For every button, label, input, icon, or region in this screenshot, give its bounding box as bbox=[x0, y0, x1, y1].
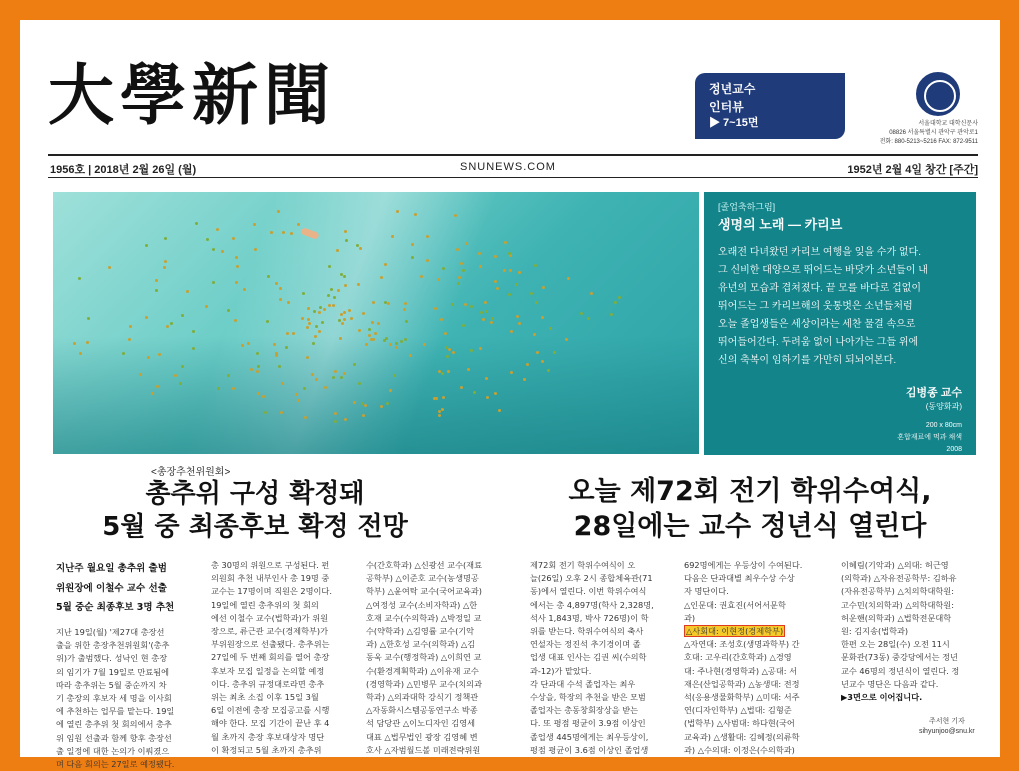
text-line: (의학과) △자유전공학부: 김하유 bbox=[841, 573, 957, 584]
site-link[interactable]: SNUNEWS.COM bbox=[460, 161, 556, 173]
fish-dot bbox=[470, 349, 473, 352]
fish-dot bbox=[423, 343, 426, 346]
feature-tag: [졸업축하그림] bbox=[718, 202, 776, 212]
text-line: 이 확정되고 5월 초까지 총추위 bbox=[211, 744, 322, 755]
fish-dot bbox=[460, 386, 463, 389]
fish-dot bbox=[426, 235, 429, 238]
text-line: 해야 한다. 모집 기간이 끝난 후 4 bbox=[211, 718, 330, 729]
fish-dot bbox=[580, 312, 583, 315]
fish-dot bbox=[374, 332, 377, 335]
fish-dot bbox=[139, 373, 142, 376]
fish-dot bbox=[503, 269, 506, 272]
fish-dot bbox=[460, 262, 463, 265]
text-line: 호재 교수(수의학과) △박정일 교 bbox=[366, 612, 482, 623]
text-line: 각 단과대 수석 졸업자는 최우 bbox=[530, 678, 636, 689]
text-line: 석(응용생물화학부) △미대: 서주 bbox=[684, 692, 800, 703]
byline: 주서현 기자 bbox=[929, 718, 965, 725]
fish-dot bbox=[409, 354, 412, 357]
fish-dot bbox=[479, 265, 482, 268]
feature-line: 뛰어들어간다. 두려움 없이 나아가는 그들 위에 bbox=[718, 337, 919, 348]
text-line: 문화관(73동) 중강당에서는 정년 bbox=[841, 652, 958, 663]
text-line: 부위원장으로 선출됐다. 총추위는 bbox=[211, 639, 330, 650]
text-line: 교육과) △생활대: 김혜정(의류학 bbox=[684, 731, 800, 742]
fish-dot bbox=[332, 376, 335, 379]
highlight-mark[interactable]: △사회대: 이현정(경제학부) bbox=[686, 626, 784, 637]
text-line: 허운핸(의학과) △법학전문대학 bbox=[841, 612, 952, 623]
text-line: 졸업자는 총동창회장상을 받는 bbox=[530, 705, 639, 716]
fish-dot bbox=[292, 332, 295, 335]
newspaper-logo[interactable]: 大學新聞 bbox=[48, 56, 336, 134]
text-line: 자 명단이다. bbox=[684, 586, 729, 597]
fish-dot bbox=[221, 250, 224, 253]
fish-dot bbox=[330, 288, 333, 291]
fish-dot bbox=[254, 248, 257, 251]
fish-dot bbox=[533, 333, 536, 336]
text-line: 졸업생 445명에게는 최우등상이, bbox=[530, 731, 649, 742]
summary-line: 5월 중순 최종후보 3명 추천 bbox=[56, 602, 175, 614]
fish-dot bbox=[467, 368, 470, 371]
fish-dot bbox=[353, 401, 356, 404]
fish-dot bbox=[441, 372, 444, 375]
feature-line: 오래전 다녀왔던 카리브 여행을 잊을 수가 없다. bbox=[718, 247, 921, 258]
right-headline-1[interactable]: 오늘 제72회 전기 학위수여식, bbox=[568, 476, 932, 507]
fish-dot bbox=[339, 337, 342, 340]
address-line: 서울대학교 대학신문사 bbox=[918, 121, 978, 127]
fish-dot bbox=[297, 223, 300, 226]
fish-dot bbox=[334, 420, 337, 423]
fish-dot bbox=[452, 351, 455, 354]
fish-dot bbox=[334, 412, 337, 415]
fish-dot bbox=[332, 304, 335, 307]
fish-dot bbox=[380, 405, 383, 408]
text-line: 재은(산업공학과) △농생대: 전정 bbox=[684, 678, 800, 689]
feature-line: 그 신비한 대양으로 뛰어드는 바닷가 소년들이 내 bbox=[718, 265, 928, 276]
fish-dot bbox=[295, 393, 298, 396]
fish-dot bbox=[192, 347, 195, 350]
text-line: 동)에서 열린다. 이번 학위수여식 bbox=[530, 586, 647, 597]
text-line: 수(약학과) △김영률 교수(기악 bbox=[366, 626, 475, 637]
water-shade bbox=[53, 336, 699, 454]
fish-dot bbox=[323, 308, 326, 311]
fish-dot bbox=[235, 281, 238, 284]
text-line: 제72회 전기 학위수여식이 오 bbox=[530, 560, 636, 570]
fish-dot bbox=[491, 317, 494, 320]
fish-dot bbox=[256, 370, 259, 373]
text-line: 692명에게는 우등상이 수여된다. bbox=[684, 560, 803, 570]
left-summary bbox=[56, 559, 206, 618]
right-col3 bbox=[841, 559, 995, 719]
text-line: 평점 평균이 3.6점 이상인 졸업생 bbox=[530, 744, 649, 755]
fish-dot bbox=[350, 317, 353, 320]
fish-dot bbox=[377, 322, 380, 325]
text-line: 수(환경계획학과) △이유재 교수 bbox=[366, 665, 479, 676]
promo-line1: 정년교수 bbox=[709, 82, 756, 96]
fish-dot bbox=[365, 343, 368, 346]
text-line: 호대: 고우리(간호학과) △경영 bbox=[684, 652, 792, 663]
fish-dot bbox=[308, 322, 311, 325]
fish-dot bbox=[253, 223, 256, 226]
text-line: 에선 이철수 교수(법학과)가 위원 bbox=[211, 612, 329, 623]
fish-dot bbox=[530, 292, 533, 295]
fish-dot bbox=[270, 231, 273, 234]
fish-dot bbox=[79, 352, 82, 355]
fish-dot bbox=[405, 320, 408, 323]
fish-dot bbox=[324, 386, 327, 389]
text-line: 늘(26일) 오후 2시 종합체육관(71 bbox=[530, 573, 653, 584]
text-line: 과-12)가 맡았다. bbox=[530, 665, 592, 676]
dateline-rule bbox=[48, 177, 978, 178]
fish-dot bbox=[262, 395, 265, 398]
fish-dot bbox=[277, 210, 280, 213]
text-line: (법학부) △사범대: 하다현(국어 bbox=[684, 718, 795, 729]
fish-dot bbox=[344, 418, 347, 421]
fish-dot bbox=[590, 292, 593, 295]
fish-dot bbox=[279, 287, 282, 290]
fish-dot bbox=[147, 356, 150, 359]
text-line: 장으로, 류근관 교수(경제학부)가 bbox=[211, 626, 329, 637]
fish-dot bbox=[420, 275, 423, 278]
fish-dot bbox=[358, 382, 361, 385]
fish-dot bbox=[465, 242, 468, 245]
feature-dept: (동양화과) bbox=[925, 402, 962, 411]
fish-dot bbox=[286, 332, 289, 335]
fish-dot bbox=[440, 318, 443, 321]
text-line: 업생 대표 인사는 김권 씨(수의학 bbox=[530, 652, 647, 663]
fish-dot bbox=[456, 248, 459, 251]
text-line: 년교수 명단은 다음과 같다. bbox=[841, 678, 939, 689]
fish-dot bbox=[344, 230, 347, 233]
text-line: 수(간호학과) △신광선 교수(재료 bbox=[366, 560, 482, 570]
masthead-rule bbox=[48, 154, 978, 156]
fish-dot bbox=[547, 369, 550, 372]
text-line: 월 초까지 총장 후보대상자 명단 bbox=[211, 731, 325, 742]
fish-dot bbox=[446, 355, 449, 358]
text-line: 따라 총추위는 5월 중순까지 차 bbox=[56, 679, 167, 690]
text-line: 며 다음 회의는 27일로 예정됐다. bbox=[56, 759, 175, 770]
address-line: 전화: 880-5213~5216 FAX: 872-9511 bbox=[879, 139, 978, 145]
text-line: 동욱 교수(행정학과) △이희연 교 bbox=[366, 652, 482, 663]
text-line: 대표 △법무법인 광장 김영혜 변 bbox=[366, 731, 478, 742]
fish-dot bbox=[508, 293, 511, 296]
text-line: 6일 이전에 총장 모집공고를 시행 bbox=[211, 705, 330, 716]
fish-dot bbox=[362, 414, 365, 417]
fish-dot bbox=[411, 256, 414, 259]
text-line: 후보자 모집 일정을 논의할 예정 bbox=[211, 665, 325, 676]
fish-dot bbox=[273, 343, 276, 346]
fish-dot bbox=[387, 302, 390, 305]
fish-dot bbox=[303, 387, 306, 390]
fish-dot bbox=[364, 404, 367, 407]
cover-artwork-image[interactable] bbox=[53, 192, 699, 454]
fish-dot bbox=[414, 213, 417, 216]
fish-dot bbox=[553, 351, 556, 354]
fish-dot bbox=[313, 310, 316, 313]
text-line: 이다. 총추위 규정대로라면 총추 bbox=[211, 678, 325, 689]
fish-dot bbox=[536, 351, 539, 354]
text-line: 과) bbox=[684, 612, 696, 623]
left-col2 bbox=[211, 559, 363, 755]
text-line: 학과) △의과대학 강식기 정책관 bbox=[366, 692, 479, 703]
fish-dot bbox=[287, 301, 290, 304]
text-line: 호사 △자범월드볼 미래전략위원 bbox=[366, 744, 481, 755]
fish-dot bbox=[315, 325, 318, 328]
fish-dot bbox=[306, 326, 309, 329]
right-col2 bbox=[684, 559, 838, 755]
fish-dot bbox=[333, 296, 336, 299]
text-line: △인문대: 권효진(서어서문학 bbox=[684, 599, 786, 610]
byline-email[interactable]: sihyunjoo@snu.kr bbox=[919, 728, 975, 735]
fish-dot bbox=[212, 248, 215, 251]
text-line: 에서는 총 4,897명(학사 2,328명, bbox=[530, 599, 654, 610]
promo-line2: 인터뷰 bbox=[709, 100, 744, 114]
fish-dot bbox=[241, 344, 244, 347]
text-line: 위 임원 선출과 함께 향후 총장선 bbox=[56, 732, 172, 743]
text-line: 교수 46명의 정년식이 열린다. 정 bbox=[841, 665, 960, 676]
interview-promo-box[interactable] bbox=[695, 73, 845, 139]
feature-line: 유년의 모습과 겹쳐졌다. 끝 모를 바다로 겁없이 bbox=[718, 283, 921, 294]
fish-dot bbox=[490, 321, 493, 324]
text-line: (경영학과) △민병무 교수(치의과 bbox=[366, 678, 482, 689]
fish-dot bbox=[129, 325, 132, 328]
text-line: 학부) △윤여탁 교수(국어교육과) bbox=[366, 586, 482, 597]
text-line: 총 30명의 위원으로 구성된다. 펀 bbox=[211, 560, 330, 570]
text-line: 다음은 단과대별 최우수상 수상 bbox=[684, 573, 795, 584]
fish-dot bbox=[343, 372, 346, 375]
feature-meta-line: 200 x 80cm bbox=[925, 422, 962, 429]
text-line: 출을 위한 총장추천위원회'(총추 bbox=[56, 640, 170, 651]
fish-dot bbox=[179, 382, 182, 385]
fish-dot bbox=[257, 365, 260, 368]
fish-dot bbox=[372, 301, 375, 304]
text-line: 원: 김지송(법학과) bbox=[841, 626, 909, 637]
fish-dot bbox=[535, 301, 538, 304]
promo-line3: ▶ 7~15면 bbox=[709, 117, 759, 129]
fish-dot bbox=[504, 241, 507, 244]
founded-date: 1952년 2월 4일 창간 [주간] bbox=[847, 164, 978, 176]
address-block bbox=[850, 120, 978, 147]
feature-body bbox=[718, 244, 962, 370]
left-col1 bbox=[56, 626, 208, 770]
text-line: 연설자는 정진석 추기경이며 졸 bbox=[530, 639, 641, 650]
text-line: 에 열린 총추위 첫 회의에서 총추 bbox=[56, 719, 172, 730]
text-line: 이혜림(기악과) △의대: 허근영 bbox=[841, 560, 949, 570]
fish-dot bbox=[340, 313, 343, 316]
text-line: 다. 또 평점 평균이 3.9점 이상인 bbox=[530, 718, 646, 729]
fish-dot bbox=[235, 256, 238, 259]
text-line: 교수는 17명이며 직원은 2명이다. bbox=[211, 586, 332, 597]
fish-dot bbox=[318, 330, 321, 333]
fish-dot bbox=[516, 315, 519, 318]
feature-title: 생명의 노래 — 카리브 bbox=[718, 217, 843, 232]
text-line: 과) △수의대: 이정은(수의학과) bbox=[684, 744, 795, 755]
text-line: 공학부) △이준호 교수(농생명공 bbox=[366, 573, 479, 584]
fish-dot bbox=[311, 373, 314, 376]
left-headline-1[interactable]: 총추위 구성 확정돼 bbox=[145, 479, 365, 509]
fish-dot bbox=[155, 279, 158, 282]
text-line: 위)가 출범했다. 성낙인 현 총장 bbox=[56, 653, 168, 664]
text-line: 고수민(치의학과) △의학대학원: bbox=[841, 599, 954, 610]
text-line: 위는 최초 소집 이후 15일 3월 bbox=[211, 692, 319, 703]
fish-dot bbox=[247, 342, 250, 345]
text-line: 의원회 추천 내부인사 총 19명 중 bbox=[211, 573, 330, 584]
fish-dot bbox=[370, 338, 373, 341]
fish-dot bbox=[479, 347, 482, 350]
feature-line: 오늘 졸업생들은 세상이라는 세찬 물결 속으로 bbox=[718, 319, 916, 330]
text-line: 에 추천하는 업무를 맡는다. 19일 bbox=[56, 706, 175, 717]
text-line: 석 담당관 △이노디자인 김영세 bbox=[366, 718, 476, 729]
fish-dot bbox=[534, 264, 537, 267]
text-line: 기 총장의 후보자 세 명을 이사회 bbox=[56, 693, 172, 704]
text-line: 의 임기가 7월 19일로 만료됨에 bbox=[56, 666, 170, 677]
text-line: △자연대: 조성호(생명과학부) 간 bbox=[684, 639, 800, 650]
feature-artwork-box bbox=[704, 192, 976, 455]
fish-dot bbox=[232, 387, 235, 390]
feature-meta-line: 혼합재료에 먹과 채색 bbox=[897, 434, 962, 441]
text-line: 연(디자인학부) △법대: 김형준 bbox=[684, 705, 792, 716]
fish-dot bbox=[426, 259, 429, 262]
fish-dot bbox=[358, 329, 361, 332]
text-line: 한편 오는 28일(수) 오전 11시 bbox=[841, 639, 950, 650]
fish-dot bbox=[384, 263, 387, 266]
text-line: 27일에 두 번째 회의를 열어 총장 bbox=[211, 652, 330, 663]
text-line: 석사 1,843명, 박사 726명)이 학 bbox=[530, 612, 649, 623]
fish-dot bbox=[128, 338, 131, 341]
highlighted-line[interactable] bbox=[684, 625, 838, 638]
text-line: △여정성 교수(소비자학과) △한 bbox=[366, 599, 478, 610]
summary-line: 지난주 월요일 총추위 출범 bbox=[56, 563, 167, 574]
fish-dot bbox=[447, 370, 450, 373]
fish-dot bbox=[337, 289, 340, 292]
summary-line: 위원장에 이철수 교수 선출 bbox=[56, 582, 167, 594]
feature-meta-line: 2008 bbox=[946, 446, 962, 453]
continued-link[interactable]: ▶3면으로 이어집니다. bbox=[841, 692, 923, 703]
issue-date: 1956호 | 2018년 2월 26일 (월) bbox=[50, 164, 197, 176]
text-line: 19일에 열린 총추위의 첫 회의 bbox=[211, 599, 319, 610]
fish-dot bbox=[485, 310, 488, 313]
fish-dot bbox=[464, 303, 467, 306]
text-line: 대: 주나현(경영학과) △공대: 서 bbox=[684, 665, 798, 676]
fish-dot bbox=[442, 396, 445, 399]
fish-dot bbox=[164, 260, 167, 263]
text-line: 지난 19일(월) '제27대 총장선 bbox=[56, 627, 165, 637]
text-line: 수상을, 학장의 추천을 받은 모범 bbox=[530, 692, 646, 703]
fish-dot bbox=[485, 377, 488, 380]
university-seal-icon bbox=[916, 72, 960, 116]
fish-dot bbox=[236, 265, 239, 268]
fish-dot bbox=[78, 277, 81, 280]
left-col3 bbox=[366, 559, 518, 755]
right-col1 bbox=[530, 559, 682, 755]
left-headline-2[interactable]: 5월 중 최종후보 확정 전망 bbox=[102, 512, 408, 542]
fish-dot bbox=[380, 276, 383, 279]
fish-dot bbox=[206, 238, 209, 241]
text-line: 과) △한호성 교수(의학과) △김 bbox=[366, 639, 476, 650]
fish-dot bbox=[478, 252, 481, 255]
fish-dot bbox=[174, 374, 177, 377]
feature-line: 뛰어드는 그 카리브해의 웃통벗은 소년들처럼 bbox=[718, 301, 913, 312]
left-kicker: <총장추천위원회> bbox=[151, 467, 231, 478]
fish-dot bbox=[389, 389, 392, 392]
text-line: 위를 받는다. 학위수여식의 축사 bbox=[530, 626, 644, 637]
text-line: (자유전공학부) △치의학대학원: bbox=[841, 586, 954, 597]
right-headline-2[interactable]: 28일에는 교수 정년식 열린다 bbox=[573, 511, 927, 542]
feature-meta bbox=[718, 420, 962, 456]
fish-dot bbox=[510, 371, 513, 374]
fish-dot bbox=[145, 244, 148, 247]
fish-dot bbox=[319, 306, 322, 309]
fish-dot bbox=[328, 265, 331, 268]
newspaper-page bbox=[20, 20, 1000, 770]
fish-dot bbox=[340, 273, 343, 276]
fish-dot bbox=[87, 317, 90, 320]
feature-artist: 김병종 교수 bbox=[905, 387, 962, 399]
fish-dot bbox=[498, 409, 501, 412]
text-line: 출 일정에 대한 논의가 이뤄졌으 bbox=[56, 745, 170, 756]
fish-dot bbox=[282, 231, 285, 234]
feature-line: 신의 축복이 임하기를 가만히 되뇌어본다. bbox=[718, 355, 897, 366]
text-line: △자동화시스템공동연구소 박종 bbox=[366, 705, 478, 716]
address-line: 08826 서울특별시 관악구 관악로1 bbox=[889, 130, 978, 136]
